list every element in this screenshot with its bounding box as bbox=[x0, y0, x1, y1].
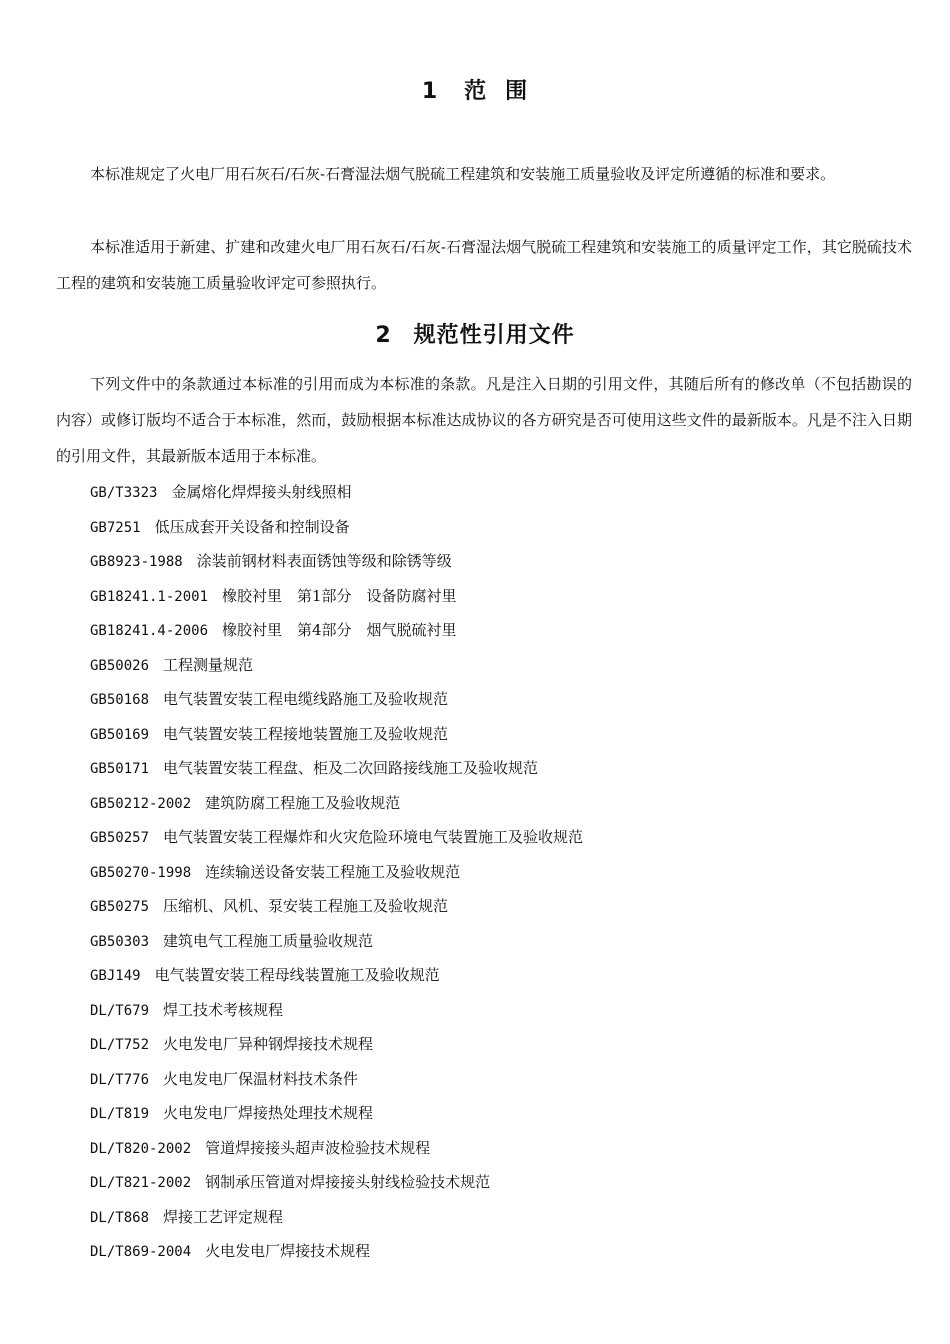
reference-item bbox=[90, 1131, 583, 1166]
reference-item bbox=[90, 648, 583, 683]
reference-code: GB50270-1998 bbox=[90, 864, 192, 881]
reference-item bbox=[90, 682, 583, 717]
reference-list bbox=[90, 475, 583, 1269]
reference-item bbox=[90, 544, 583, 579]
reference-title: 建筑防腐工程施工及验收规范 bbox=[205, 793, 401, 812]
reference-item bbox=[90, 889, 583, 924]
reference-code: GB50303 bbox=[90, 933, 150, 950]
reference-title: 连续输送设备安装工程施工及验收规范 bbox=[205, 862, 461, 881]
reference-title: 电气装置安装工程爆炸和火灾危险环境电气装置施工及验收规范 bbox=[163, 828, 584, 846]
reference-item bbox=[90, 1165, 583, 1200]
reference-item bbox=[90, 786, 583, 821]
reference-title: 管道焊接接头超声波检验技术规程 bbox=[205, 1138, 431, 1157]
reference-item bbox=[90, 475, 583, 510]
section-1-paragraph-1: 本标准规定了火电厂用石灰石/石灰-石膏湿法烟气脱硫工程建筑和安装施工质量验收及评定所遵循的标准和要求。 bbox=[90, 165, 836, 183]
reference-code: GB50026 bbox=[90, 657, 150, 674]
reference-code: GB18241.4-2006 bbox=[90, 623, 209, 639]
reference-title: 焊工技术考核规程 bbox=[163, 1000, 284, 1019]
reference-item bbox=[90, 1062, 583, 1097]
section-1-title-part2: 围 bbox=[505, 79, 529, 104]
reference-item bbox=[90, 1200, 583, 1235]
reference-title: 建筑电气工程施工质量验收规范 bbox=[163, 931, 374, 950]
reference-item bbox=[90, 1234, 583, 1269]
reference-code: GB50257 bbox=[90, 830, 150, 846]
reference-item bbox=[90, 855, 583, 890]
section-2-intro: 下列文件中的条款通过本标准的引用而成为本标准的条款。凡是注入日期的引用文件，其随后所有的修改单（不包括勘误的内容）或修订版均不适合于本标准，然而，鼓励根据本标准达成协议的各方研究是否可使用这些文件的最新版本。凡是不注入日期的引用文件，其最新版本适用于本标准。 bbox=[56, 375, 912, 465]
reference-title: 橡胶衬里 第1部分 设备防腐衬里 bbox=[222, 586, 457, 605]
reference-code: GBJ149 bbox=[90, 968, 141, 984]
reference-code: DL/T869-2004 bbox=[90, 1244, 192, 1260]
reference-title: 涂装前钢材料表面锈蚀等级和除锈等级 bbox=[196, 552, 452, 570]
reference-title: 焊接工艺评定规程 bbox=[163, 1207, 284, 1226]
reference-title: 火电发电厂焊接技术规程 bbox=[205, 1242, 371, 1260]
reference-title: 电气装置安装工程电缆线路施工及验收规范 bbox=[163, 690, 449, 708]
reference-title: 橡胶衬里 第4部分 烟气脱硫衬里 bbox=[222, 621, 457, 639]
reference-code: DL/T868 bbox=[90, 1209, 150, 1226]
reference-item bbox=[90, 993, 583, 1028]
section-1-title-part1: 范 bbox=[464, 79, 488, 104]
reference-item bbox=[90, 613, 583, 648]
reference-item bbox=[90, 1027, 583, 1062]
reference-title: 金属熔化焊焊接头射线照相 bbox=[171, 483, 352, 501]
reference-item bbox=[90, 717, 583, 752]
reference-code: DL/T819 bbox=[90, 1106, 150, 1122]
reference-code: DL/T752 bbox=[90, 1037, 150, 1053]
reference-code: GB7251 bbox=[90, 519, 141, 536]
reference-title: 压缩机、风机、泵安装工程施工及验收规范 bbox=[163, 897, 449, 915]
reference-code: GB50171 bbox=[90, 761, 150, 777]
section-2-title: 规范性引用文件 bbox=[413, 323, 575, 348]
reference-code: GB50212-2002 bbox=[90, 795, 192, 812]
reference-item bbox=[90, 751, 583, 786]
reference-code: GB50275 bbox=[90, 899, 150, 915]
reference-title: 电气装置安装工程母线装置施工及验收规范 bbox=[154, 966, 440, 984]
reference-item bbox=[90, 510, 583, 545]
reference-title: 火电发电厂保温材料技术条件 bbox=[163, 1069, 359, 1088]
reference-item bbox=[90, 958, 583, 993]
section-2-number: 2 bbox=[375, 323, 392, 348]
reference-code: GB/T3323 bbox=[90, 485, 158, 501]
reference-code: DL/T820-2002 bbox=[90, 1140, 192, 1157]
reference-item bbox=[90, 820, 583, 855]
reference-title: 火电发电厂异种钢焊接技术规程 bbox=[163, 1035, 374, 1053]
section-1-heading bbox=[0, 74, 950, 105]
reference-code: DL/T821-2002 bbox=[90, 1175, 192, 1191]
reference-item bbox=[90, 1096, 583, 1131]
reference-code: DL/T679 bbox=[90, 1002, 150, 1019]
reference-code: GB18241.1-2001 bbox=[90, 588, 209, 605]
reference-code: GB8923-1988 bbox=[90, 554, 183, 570]
section-1-number: 1 bbox=[421, 79, 439, 104]
reference-title: 低压成套开关设备和控制设备 bbox=[154, 517, 350, 536]
reference-title: 电气装置安装工程盘、柜及二次回路接线施工及验收规范 bbox=[163, 759, 539, 777]
reference-code: GB50169 bbox=[90, 726, 150, 743]
reference-title: 火电发电厂焊接热处理技术规程 bbox=[163, 1104, 374, 1122]
reference-code: DL/T776 bbox=[90, 1071, 150, 1088]
reference-title: 工程测量规范 bbox=[163, 655, 254, 674]
reference-title: 钢制承压管道对焊接接头射线检验技术规范 bbox=[205, 1173, 491, 1191]
reference-title: 电气装置安装工程接地装置施工及验收规范 bbox=[163, 724, 449, 743]
section-2-heading bbox=[0, 318, 950, 349]
reference-item bbox=[90, 579, 583, 614]
reference-item bbox=[90, 924, 583, 959]
reference-code: GB50168 bbox=[90, 692, 150, 708]
section-1-paragraph-2: 本标准适用于新建、扩建和改建火电厂用石灰石/石灰-石膏湿法烟气脱硫工程建筑和安装施工的质量评定工作，其它脱硫技术工程的建筑和安装施工质量验收评定可参照执行。 bbox=[56, 238, 912, 292]
